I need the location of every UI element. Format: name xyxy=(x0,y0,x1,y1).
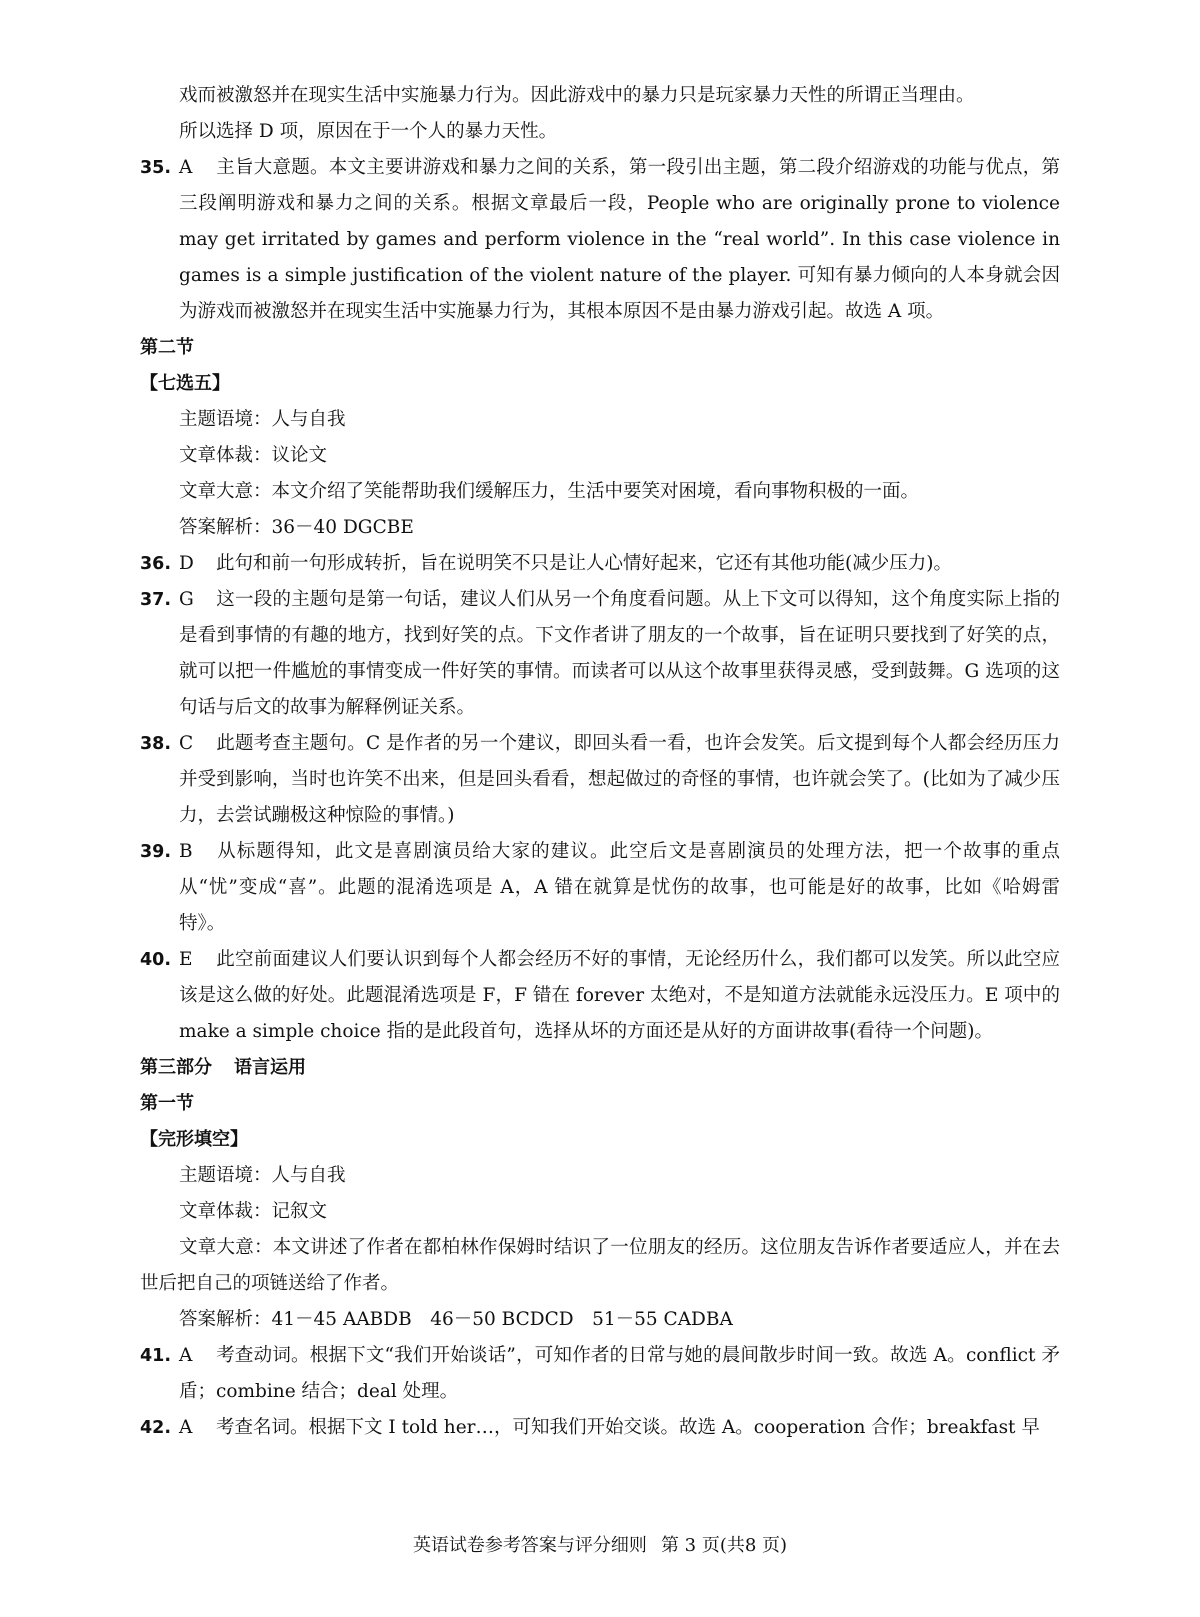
item-number: 41. xyxy=(140,1346,172,1366)
item-answer: A xyxy=(179,1345,193,1366)
answer-item-42 xyxy=(140,1410,1060,1446)
page-footer xyxy=(0,1533,1200,1559)
question-type: 【七选五】 xyxy=(140,373,230,394)
text-genre: 文章体裁：议论文 xyxy=(179,445,328,466)
item-answer: G xyxy=(179,589,194,610)
item-explanation: 从标题得知，此文是喜剧演员给大家的建议。此空后文是喜剧演员的处理方法，把一个故事的重点从“忧”变成“喜”。此题的混淆选项是 A，A 错在就算是忧伤的故事，也可能是好的故事，比如《哈姆雷特》。 xyxy=(179,841,1060,934)
item-explanation: 此题考查主题句。C 是作者的另一个建议，即回头看一看，也许会发笑。后文提到每个人都会经历压力并受到影响，当时也许笑不出来，但是回头看看，想起做过的奇怪的事情，也许就会笑了。(比如为了减少压力，去尝试蹦极这种惊险的事情。) xyxy=(179,733,1060,826)
answer-item-40 xyxy=(140,942,1060,1050)
answer-item-35 xyxy=(140,150,1060,330)
item-answer: A xyxy=(179,1417,193,1438)
item-explanation: 这一段的主题句是第一句话，建议人们从另一个角度看问题。从上下文可以得知，这个角度实际上指的是看到事情的有趣的地方，找到好笑的点。下文作者讲了朋友的一个故事，旨在证明只要找到了好笑的点，就可以把一件尴尬的事情变成一件好笑的事情。而读者可以从这个故事里获得灵感，受到鼓舞。G 选项的这句话与后文的故事为解释例证关系。 xyxy=(179,589,1060,718)
part-name: 语言运用 xyxy=(234,1057,306,1078)
item-answer: B xyxy=(179,841,193,862)
section-title: 第一节 xyxy=(140,1093,194,1114)
item-explanation: 主旨大意题。本文主要讲游戏和暴力之间的关系，第一段引出主题，第二段介绍游戏的功能与优点，第三段阐明游戏和暴力之间的关系。根据文章最后一段，People who are originally prone to violence may get irritated by games and perform violence in the “real world”. In this case violence in games is a simple justification of the violent nature of the player. 可知有暴力倾向的人本身就会因为游戏而被激怒并在现实生活中实施暴力行为，其根本原因不是由暴力游戏引起。故选 A 项。 xyxy=(179,157,1060,322)
text-summary: 文章大意：本文介绍了笑能帮助我们缓解压力，生活中要笑对困境，看向事物积极的一面。 xyxy=(179,481,920,502)
answer-item-41 xyxy=(140,1338,1060,1410)
answer-item-39 xyxy=(140,834,1060,942)
q34-tail-line-1: 戏而被激怒并在现实生活中实施暴力行为。因此游戏中的暴力只是玩家暴力天性的所谓正当理由。 xyxy=(179,85,975,106)
item-number: 35. xyxy=(140,158,172,178)
theme-context: 主题语境：人与自我 xyxy=(179,1165,346,1186)
theme-context: 主题语境：人与自我 xyxy=(179,409,346,430)
item-explanation: 此空前面建议人们要认识到每个人都会经历不好的事情，无论经历什么，我们都可以发笑。所以此空应该是这么做的好处。此题混淆选项是 F，F 错在 forever 太绝对，不是知道方法就能永远没压力。E 项中的 make a simple choice 指的是此段首句，选择从坏的方面还是从好的方面讲故事(看待一个问题)。 xyxy=(179,949,1060,1042)
answer-item-37 xyxy=(140,582,1060,726)
section-title: 第二节 xyxy=(140,337,194,358)
text-genre: 文章体裁：记叙文 xyxy=(179,1201,328,1222)
item-number: 36. xyxy=(140,554,172,574)
footer-title: 英语试卷参考答案与评分细则 xyxy=(412,1535,647,1556)
q34-tail-line-2: 所以选择 D 项，原因在于一个人的暴力天性。 xyxy=(179,121,558,142)
item-answer: E xyxy=(179,949,193,970)
item-answer: C xyxy=(179,733,194,754)
item-answer: D xyxy=(179,553,194,574)
page-number: 第 3 页(共8 页) xyxy=(660,1535,788,1556)
item-explanation: 此句和前一句形成转折，旨在说明笑不只是让人心情好起来，它还有其他功能(减少压力)。 xyxy=(216,553,952,574)
item-explanation: 考查动词。根据下文“我们开始谈话”，可知作者的日常与她的晨间散步时间一致。故选 A。conflict 矛盾；combine 结合；deal 处理。 xyxy=(179,1345,1060,1402)
part-title xyxy=(140,1050,1060,1086)
item-answer: A xyxy=(179,157,193,178)
item-explanation: 考查名词。根据下文 I told her…，可知我们开始交谈。故选 A。cooperation 合作；breakfast 早 xyxy=(216,1417,1040,1438)
part-label: 第三部分 xyxy=(140,1057,212,1078)
question-type: 【完形填空】 xyxy=(140,1129,248,1150)
answer-key: 答案解析：36－40 DGCBE xyxy=(179,517,414,538)
item-number: 42. xyxy=(140,1418,172,1438)
answer-item-38 xyxy=(140,726,1060,834)
item-number: 38. xyxy=(140,734,172,754)
answer-key: 答案解析：41－45 AABDB 46－50 BCDCD 51－55 CADBA xyxy=(179,1309,733,1330)
item-number: 39. xyxy=(140,842,172,862)
answer-item-36 xyxy=(140,546,1060,582)
item-number: 40. xyxy=(140,950,172,970)
item-number: 37. xyxy=(140,590,172,610)
page-content xyxy=(140,78,1060,1446)
text-summary: 文章大意：本文讲述了作者在都柏林作保姆时结识了一位朋友的经历。这位朋友告诉作者要适应人，并在去世后把自己的项链送给了作者。 xyxy=(140,1237,1060,1294)
